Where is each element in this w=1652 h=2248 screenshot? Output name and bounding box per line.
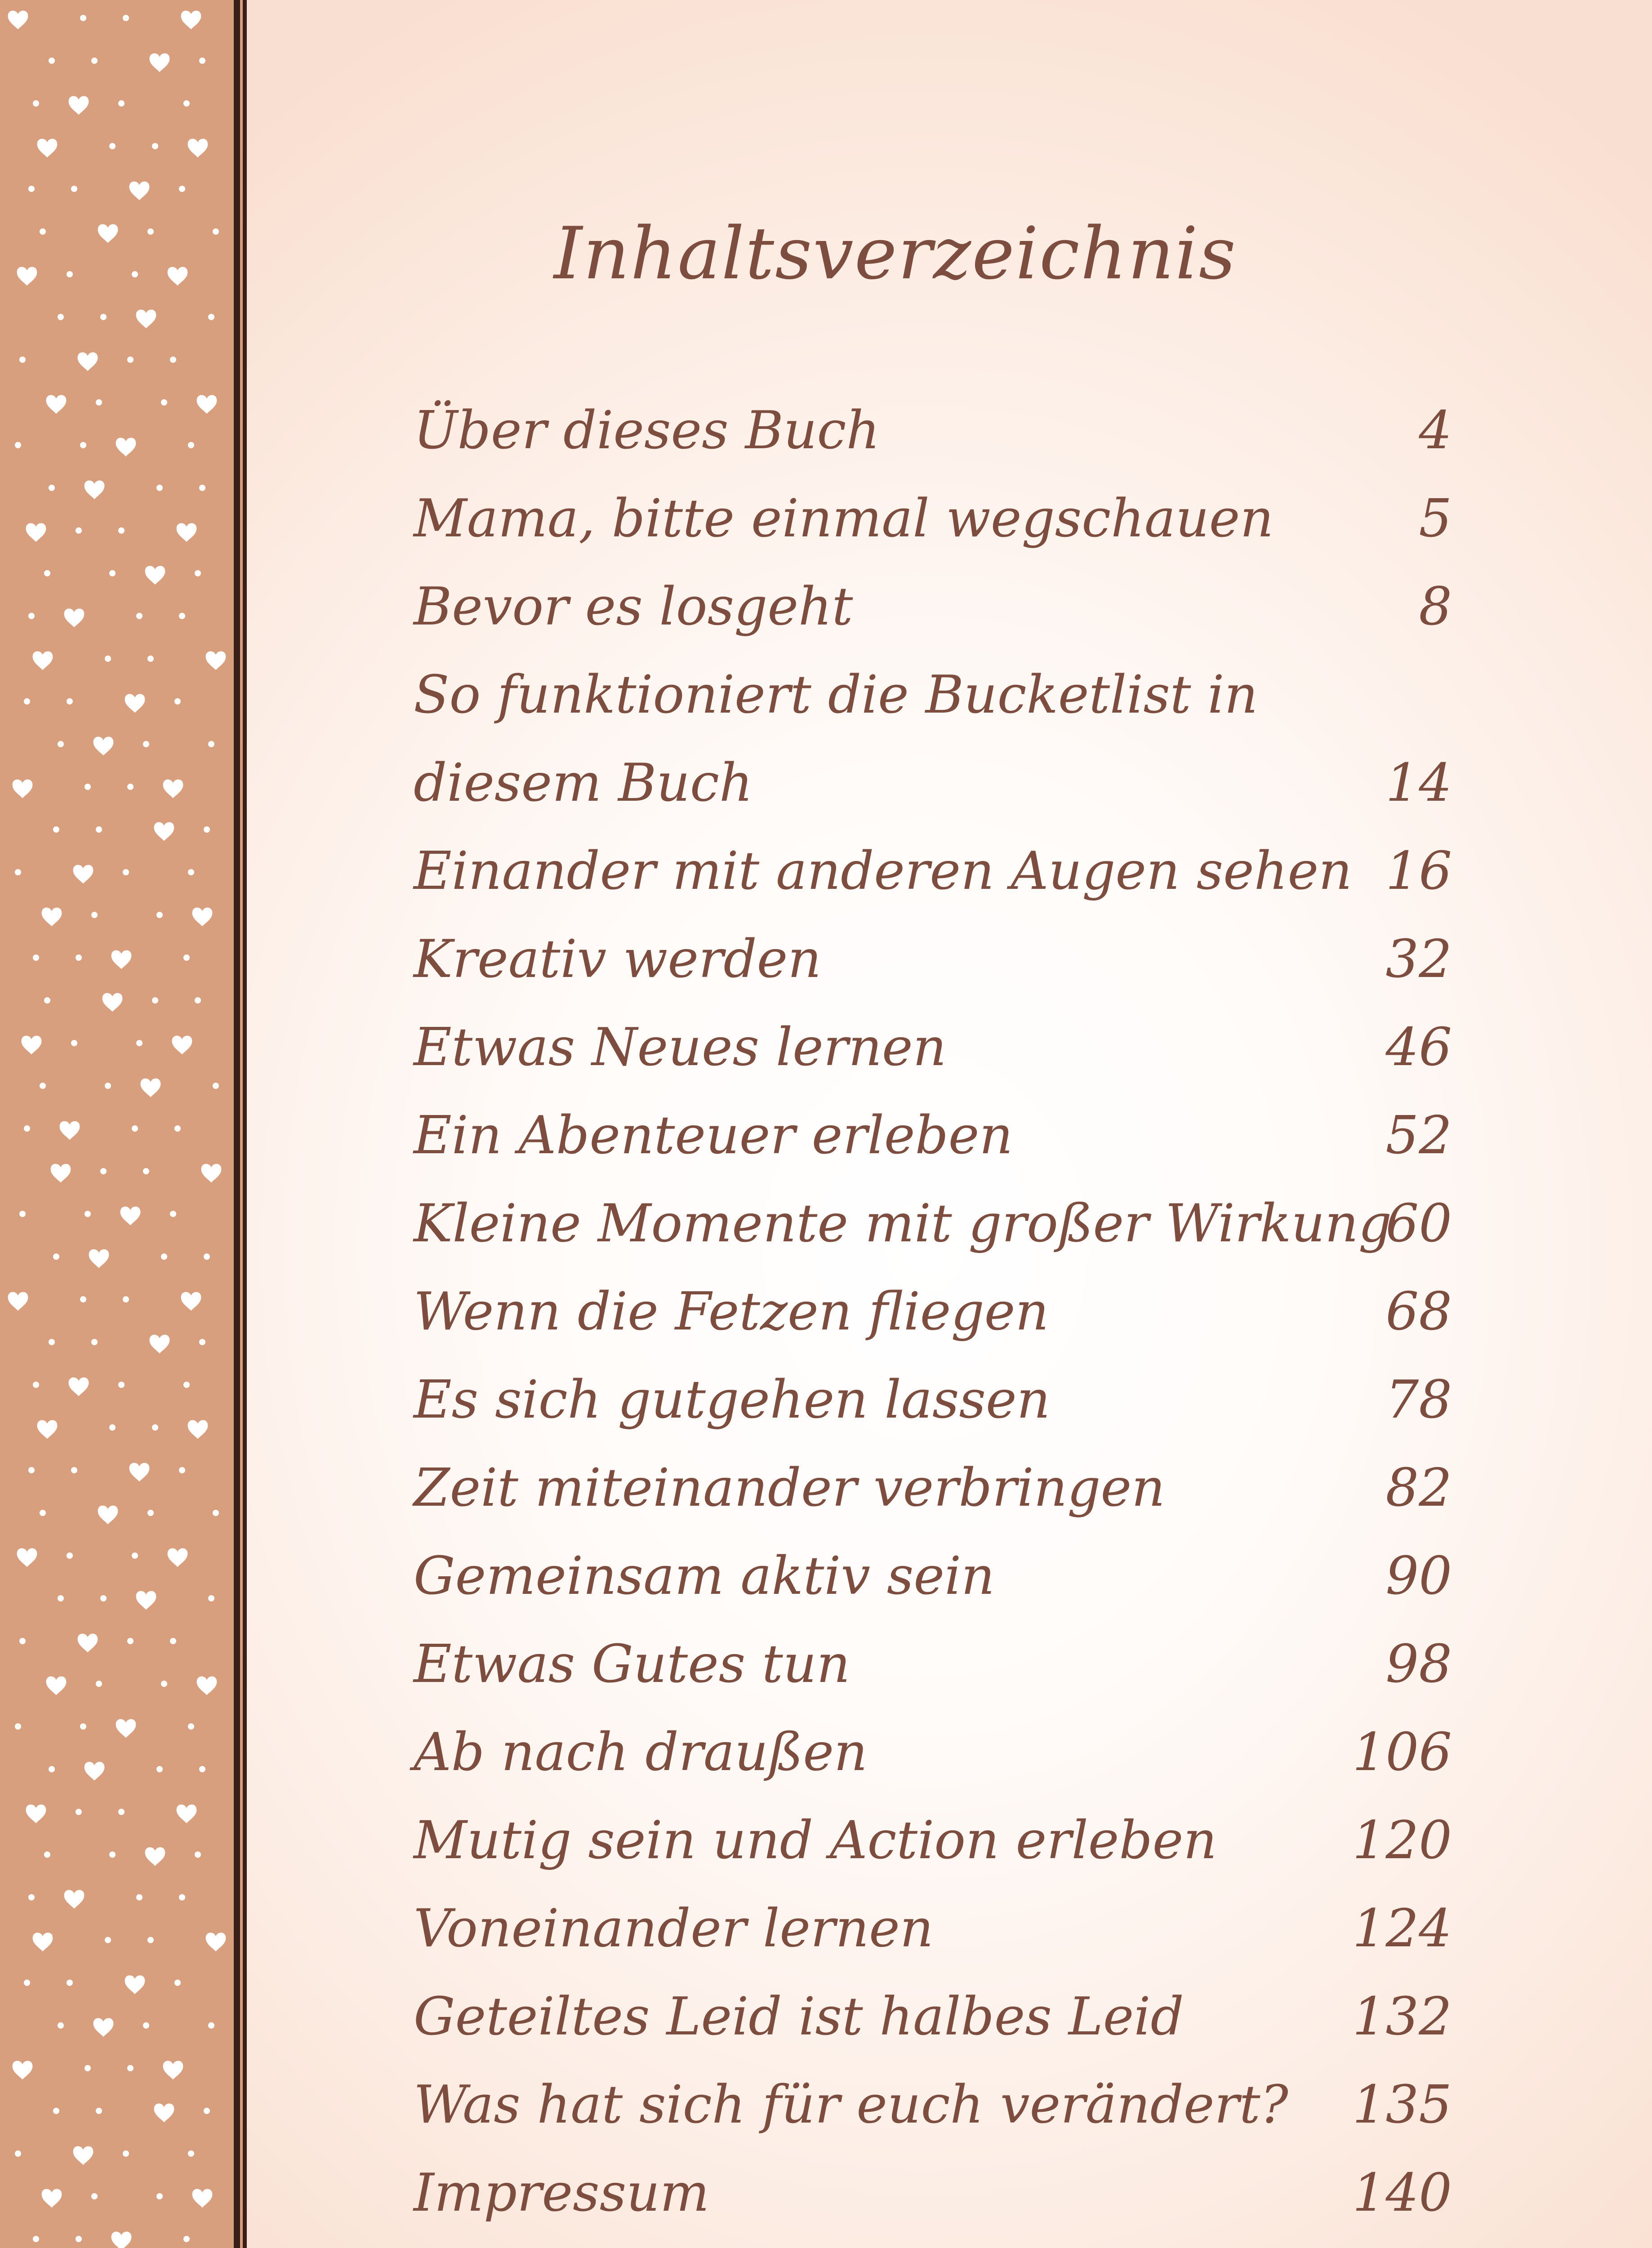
dot-icon <box>15 2150 21 2157</box>
dot-icon <box>179 186 185 192</box>
dot-icon <box>143 741 149 747</box>
heart-icon <box>73 2146 94 2165</box>
dot-icon <box>123 2150 129 2157</box>
heart-icon <box>98 1506 118 1525</box>
dot-icon <box>161 1253 167 1260</box>
toc-entry[interactable] <box>414 1973 1452 2061</box>
toc-entry-page-number: 14 <box>1385 753 1452 813</box>
dot-icon <box>213 1083 219 1089</box>
heart-icon <box>177 523 197 542</box>
toc-entry-page-number: 106 <box>1352 1722 1452 1783</box>
heart-icon <box>116 438 136 457</box>
dot-icon <box>76 1809 82 1815</box>
dot-icon <box>40 1510 46 1516</box>
dot-icon <box>19 1211 26 1217</box>
dot-icon <box>24 1980 30 1986</box>
dot-icon <box>208 741 214 747</box>
dot-icon <box>28 613 35 619</box>
dot-icon <box>136 613 142 619</box>
dot-icon <box>123 1296 129 1302</box>
dot-icon <box>118 1382 125 1388</box>
heart-icon <box>46 395 67 414</box>
heart-icon <box>120 1207 141 1226</box>
toc-entry-label: Kreativ werden <box>414 929 822 990</box>
toc-entry-page-number: 46 <box>1385 1017 1452 1078</box>
dot-icon <box>199 1766 205 1772</box>
band-divider-line <box>234 0 240 2248</box>
dot-icon <box>19 1638 26 1644</box>
dot-icon <box>76 2236 82 2242</box>
dot-icon <box>80 15 86 21</box>
dot-icon <box>15 442 21 448</box>
toc-entry-page-number: 52 <box>1385 1105 1452 1166</box>
toc-entry-label: Ein Abenteuer erleben <box>414 1105 1013 1166</box>
dot-icon <box>127 1638 134 1644</box>
dot-icon <box>15 869 21 875</box>
dot-icon <box>80 1296 86 1302</box>
dot-icon <box>204 1253 210 1260</box>
dot-icon <box>179 1894 185 1900</box>
heart-icon <box>64 609 85 628</box>
heart-icon <box>141 1079 161 1097</box>
dot-icon <box>208 2022 214 2029</box>
toc-entry-page-number: 4 <box>1419 400 1452 461</box>
heart-icon <box>69 1378 89 1396</box>
dot-icon <box>147 656 154 662</box>
dot-icon <box>28 1467 35 1473</box>
dot-icon <box>100 1168 107 1174</box>
toc-entry[interactable] <box>414 1797 1452 1885</box>
dot-icon <box>19 357 26 363</box>
dot-icon <box>174 1980 181 1986</box>
dot-icon <box>85 784 91 790</box>
dot-icon <box>58 2022 64 2029</box>
heart-icon <box>8 1292 28 1311</box>
heart-icon <box>125 694 145 713</box>
heart-icon <box>111 950 132 969</box>
dot-icon <box>100 1595 107 1601</box>
heart-icon <box>177 1805 197 1824</box>
toc-entry-label: Es sich gutgehen lassen <box>414 1369 1051 1430</box>
dot-icon <box>91 1339 98 1345</box>
heart-icon <box>163 2061 183 2080</box>
dot-icon <box>143 2022 149 2029</box>
heart-icon <box>94 737 114 756</box>
heart-icon <box>168 1548 188 1567</box>
toc-entry[interactable] <box>414 475 1452 563</box>
dot-icon <box>109 570 116 576</box>
heart-icon <box>69 96 89 115</box>
heart-icon <box>181 11 201 30</box>
heart-icon <box>33 651 53 670</box>
toc-entry[interactable] <box>414 1092 1452 1180</box>
dot-icon <box>183 2236 190 2242</box>
dot-icon <box>91 58 98 64</box>
dot-icon <box>71 1040 77 1046</box>
dot-icon <box>105 1083 111 1089</box>
dot-icon <box>132 1125 138 1132</box>
toc-entry[interactable] <box>414 915 1452 1004</box>
toc-title-text: Inhaltsverzeichnis <box>554 211 1237 295</box>
heart-icon <box>136 1591 156 1610</box>
toc-entry-page-number: 82 <box>1385 1458 1452 1518</box>
heart-icon <box>201 1164 222 1183</box>
toc-entry-label: Mutig sein und Action erleben <box>414 1810 1217 1871</box>
dot-icon <box>152 1424 158 1431</box>
heart-icon <box>26 1805 46 1824</box>
dot-icon <box>67 698 73 705</box>
heart-icon <box>13 2061 33 2080</box>
toc-entry-label: Über dieses Buch <box>414 400 880 461</box>
heart-icon <box>60 1121 80 1140</box>
toc-entry-page-number: 90 <box>1385 1546 1452 1606</box>
dot-icon <box>118 1809 125 1815</box>
heart-icon <box>85 1762 105 1781</box>
dot-icon <box>49 1339 55 1345</box>
heart-icon <box>33 1933 53 1952</box>
dot-icon <box>204 826 210 833</box>
toc-entry-label: Kleine Momente mit großer Wirkung <box>414 1193 1392 1254</box>
toc-entry-page-number: 124 <box>1352 1898 1452 1959</box>
toc-entry-page-number: 140 <box>1352 2163 1452 2223</box>
dot-icon <box>199 485 205 491</box>
dot-icon <box>143 1168 149 1174</box>
heart-icon <box>78 1634 98 1653</box>
dot-icon <box>33 955 39 961</box>
toc-entry-label: Zeit miteinander verbringen <box>414 1458 1165 1518</box>
dot-icon <box>33 2236 39 2242</box>
toc-entry-label: Wenn die Fetzen fliegen <box>414 1281 1049 1342</box>
dot-icon <box>71 186 77 192</box>
heart-icon <box>197 1677 217 1695</box>
toc-entry-page-number: 16 <box>1385 841 1452 901</box>
dot-icon <box>156 2193 163 2199</box>
toc-entry-page-number: 5 <box>1419 488 1452 549</box>
dot-icon <box>188 442 194 448</box>
toc-entry-label: Gemeinsam aktiv sein <box>414 1546 995 1606</box>
toc-entry-page-number: 78 <box>1385 1369 1452 1430</box>
dot-icon <box>179 613 185 619</box>
dot-icon <box>58 314 64 320</box>
heart-icon <box>192 908 213 927</box>
toc-entry[interactable] <box>414 651 1452 827</box>
dot-icon <box>96 2108 102 2114</box>
dot-icon <box>105 1937 111 1943</box>
dot-icon <box>183 100 190 107</box>
dot-icon <box>67 1552 73 1559</box>
dot-icon <box>105 656 111 662</box>
toc-entry[interactable] <box>414 1180 1452 1268</box>
dot-icon <box>204 2108 210 2114</box>
dot-icon <box>136 1040 142 1046</box>
heart-icon <box>37 1420 58 1439</box>
dot-icon <box>49 1766 55 1772</box>
toc-entry[interactable] <box>414 1444 1452 1532</box>
dot-icon <box>156 485 163 491</box>
toc-entry[interactable] <box>414 1885 1452 1973</box>
dot-icon <box>109 143 116 149</box>
dot-icon <box>40 1083 46 1089</box>
dot-icon <box>174 698 181 705</box>
dot-icon <box>183 1382 190 1388</box>
dot-icon <box>132 1552 138 1559</box>
dot-icon <box>127 784 134 790</box>
toc-entry-label: Impressum <box>414 2163 709 2223</box>
dot-icon <box>91 912 98 918</box>
dot-icon <box>199 58 205 64</box>
dot-icon <box>152 143 158 149</box>
dot-icon <box>24 1125 30 1132</box>
toc-entry-page-number: 60 <box>1385 1193 1452 1254</box>
dot-icon <box>80 442 86 448</box>
toc-entry-page-number: 68 <box>1385 1281 1452 1342</box>
toc-entry[interactable] <box>414 1532 1452 1620</box>
dot-icon <box>152 997 158 1004</box>
toc-title <box>0 211 1652 295</box>
dot-icon <box>44 570 50 576</box>
dot-icon <box>44 997 50 1004</box>
toc-entry-page-number: 8 <box>1419 576 1452 637</box>
dot-icon <box>161 399 167 406</box>
heart-icon <box>206 651 226 670</box>
heart-icon <box>150 1335 170 1354</box>
dot-icon <box>127 357 134 363</box>
dot-icon <box>53 1253 59 1260</box>
heart-icon <box>192 2189 213 2208</box>
heart-icon <box>181 1292 201 1311</box>
dot-icon <box>161 1681 167 1687</box>
dot-icon <box>96 826 102 833</box>
dot-icon <box>76 527 82 534</box>
heart-icon <box>42 908 62 927</box>
heart-icon <box>154 2104 174 2123</box>
dot-icon <box>80 1723 86 1730</box>
dot-icon <box>170 357 176 363</box>
heart-icon <box>64 1890 85 1909</box>
heart-icon <box>51 1164 71 1183</box>
heart-icon <box>46 1677 67 1695</box>
toc-entry-page-number: 120 <box>1352 1810 1452 1871</box>
heart-icon <box>8 11 28 30</box>
toc-entry[interactable] <box>414 2149 1452 2237</box>
heart-icon <box>13 780 33 798</box>
heart-icon <box>197 395 217 414</box>
toc-entry[interactable] <box>414 563 1452 651</box>
dot-icon <box>156 912 163 918</box>
dot-icon <box>58 741 64 747</box>
heart-icon <box>73 865 94 884</box>
heart-icon <box>111 2232 132 2248</box>
heart-icon <box>188 139 208 158</box>
toc-entry[interactable] <box>414 1356 1452 1444</box>
toc-entry-label: Etwas Neues lernen <box>414 1017 947 1078</box>
dot-icon <box>170 1638 176 1644</box>
dot-icon <box>33 1382 39 1388</box>
dot-icon <box>208 1595 214 1601</box>
dot-icon <box>123 869 129 875</box>
dot-icon <box>136 1894 142 1900</box>
dot-icon <box>49 58 55 64</box>
dot-icon <box>170 1211 176 1217</box>
heart-icon <box>125 1976 145 1994</box>
dot-icon <box>15 1723 21 1730</box>
dot-icon <box>109 1851 116 1858</box>
toc-entry-label: So funktioniert die Bucketlist in diesem Buch <box>414 665 1258 813</box>
toc-entry-label: Einander mit anderen Augen sehen <box>414 841 1352 901</box>
heart-icon <box>22 1036 42 1055</box>
dot-icon <box>127 2065 134 2071</box>
dot-icon <box>28 186 35 192</box>
heart-icon <box>172 1036 192 1055</box>
toc-list <box>414 387 1452 2237</box>
toc-entry[interactable] <box>414 827 1452 915</box>
toc-entry-label: Geteiltes Leid ist halbes Leid <box>414 1986 1184 2047</box>
dot-icon <box>147 1510 154 1516</box>
dot-icon <box>53 2108 59 2114</box>
heart-icon <box>102 993 123 1012</box>
heart-icon <box>188 1420 208 1439</box>
dot-icon <box>118 527 125 534</box>
dot-icon <box>156 1766 163 1772</box>
toc-entry-page-number: 132 <box>1352 1986 1452 2047</box>
heart-icon <box>89 1249 109 1268</box>
toc-entry-label: Etwas Gutes tun <box>414 1634 850 1695</box>
heart-icon <box>78 352 98 371</box>
toc-entry-label: Mama, bitte einmal wegschauen <box>414 488 1274 549</box>
heart-icon <box>154 822 174 841</box>
heart-icon <box>145 1847 165 1866</box>
heart-icon <box>163 780 183 798</box>
toc-entry[interactable] <box>414 2061 1452 2149</box>
dot-icon <box>183 955 190 961</box>
dot-icon <box>100 314 107 320</box>
heart-icon <box>85 481 105 500</box>
dot-icon <box>53 826 59 833</box>
heart-icon <box>26 523 46 542</box>
dot-icon <box>76 955 82 961</box>
dot-icon <box>67 1980 73 1986</box>
heart-icon <box>150 54 170 72</box>
dot-icon <box>24 698 30 705</box>
heart-icon <box>129 1463 150 1482</box>
heart-icon <box>136 310 156 329</box>
dot-icon <box>213 1510 219 1516</box>
dot-icon <box>123 15 129 21</box>
toc-entry[interactable] <box>414 387 1452 475</box>
dot-icon <box>179 1467 185 1473</box>
heart-icon <box>17 1548 37 1567</box>
heart-icon <box>206 1933 226 1952</box>
toc-entry[interactable] <box>414 1620 1452 1708</box>
dot-icon <box>96 1681 102 1687</box>
dot-icon <box>174 1125 181 1132</box>
heart-icon <box>37 139 58 158</box>
dot-icon <box>49 485 55 491</box>
dot-icon <box>91 2193 98 2199</box>
heart-icon <box>116 1719 136 1738</box>
toc-entry[interactable] <box>414 1004 1452 1092</box>
toc-entry-label: Bevor es losgeht <box>414 576 853 637</box>
dot-icon <box>85 2065 91 2071</box>
heart-pattern <box>0 0 234 2248</box>
dot-icon <box>33 100 39 107</box>
dot-icon <box>118 100 125 107</box>
toc-entry-label: Was hat sich für euch verändert? <box>414 2074 1288 2135</box>
dot-icon <box>208 314 214 320</box>
toc-entry-label: Ab nach draußen <box>414 1722 868 1783</box>
heart-icon <box>129 182 150 201</box>
dot-icon <box>147 1937 154 1943</box>
dot-icon <box>195 997 201 1004</box>
heart-icon <box>94 2018 114 2037</box>
dot-icon <box>28 1894 35 1900</box>
heart-icon <box>145 566 165 585</box>
dot-icon <box>58 1595 64 1601</box>
toc-entry[interactable] <box>414 1268 1452 1356</box>
toc-entry[interactable] <box>414 1708 1452 1797</box>
dot-icon <box>44 1851 50 1858</box>
heart-icon <box>42 2189 62 2208</box>
dot-icon <box>195 570 201 576</box>
dot-icon <box>195 1851 201 1858</box>
dot-icon <box>109 1424 116 1431</box>
dot-icon <box>188 2150 194 2157</box>
band-divider-line-inner <box>243 0 247 2248</box>
dot-icon <box>96 399 102 406</box>
dot-icon <box>71 1467 77 1473</box>
toc-entry-label: Voneinander lernen <box>414 1898 934 1959</box>
dot-icon <box>85 1211 91 1217</box>
dot-icon <box>188 1723 194 1730</box>
dot-icon <box>188 869 194 875</box>
toc-entry-page-number: 135 <box>1352 2074 1452 2135</box>
toc-entry-page-number: 98 <box>1385 1634 1452 1695</box>
toc-entry-page-number: 32 <box>1385 929 1452 990</box>
dot-icon <box>199 1339 205 1345</box>
